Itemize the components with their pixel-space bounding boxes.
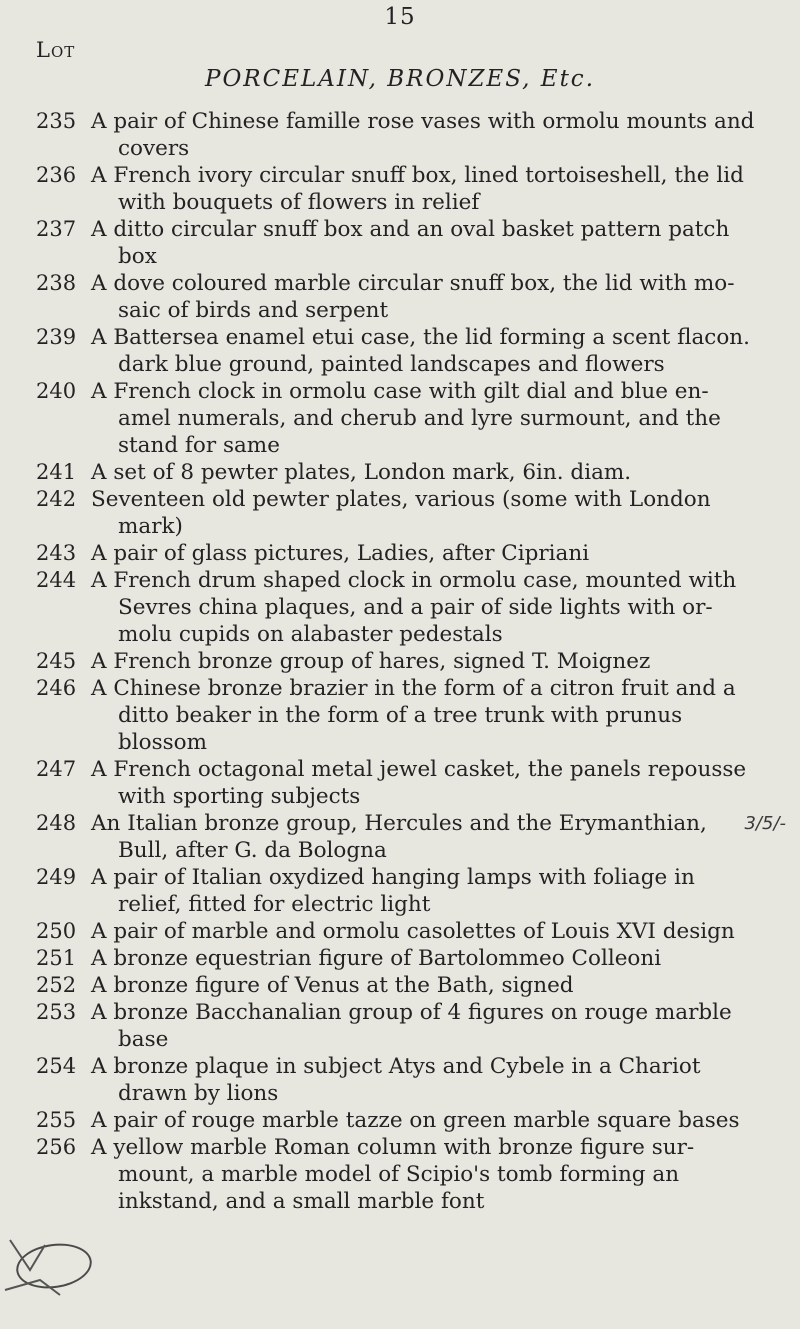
lot-entry [0,1107,800,1134]
lot-description: A Battersea enamel etui case, the lid forming a scent flacon. dark blue ground, painted landscapes and flowers [91,325,750,377]
lot-description: A pair of glass pictures, Ladies, after Cipriani [91,541,590,566]
lot-description: A bronze equestrian figure of Bartolommeo Colleoni [91,946,662,971]
lot-number: 248 [36,811,77,835]
lot-description: A dove coloured marble circular snuff box, the lid with mo-saic of birds and serpent [91,271,735,323]
lot-description: A bronze plaque in subject Atys and Cybele in a Chariot drawn by lions [91,1054,701,1106]
lot-number: 247 [36,757,77,781]
lot-entry [0,540,800,567]
lot-description: A French drum shaped clock in ormolu case, mounted with Sevres china plaques, and a pair of side lights with or-molu cupids on alabaster pedestals [91,568,737,647]
lot-number: 251 [36,946,77,970]
lot-number: 240 [36,379,77,403]
lot-number: 242 [36,487,77,511]
lot-entry [0,918,800,945]
lot-number: 241 [36,460,77,484]
lot-entry [0,1134,800,1215]
lot-number: 238 [36,271,77,295]
lot-number: 249 [36,865,77,889]
lot-entry [0,216,800,270]
lot-description: A French clock in ormolu case with gilt dial and blue en-amel numerals, and cherub and lyre surmount, and the stand for same [91,379,721,458]
lot-entry [0,1053,800,1107]
lot-description: An Italian bronze group, Hercules and the Erymanthian, Bull, after G. da Bologna [91,811,707,863]
page-number: 15 [384,4,416,30]
lot-number: 245 [36,649,77,673]
lot-entry [0,459,800,486]
lot-number: 237 [36,217,77,241]
lot-column-header: Lot [36,38,76,62]
lot-number: 246 [36,676,77,700]
handwritten-doodle [0,1210,90,1320]
lot-description: Seventeen old pewter plates, various (some with London mark) [91,487,711,539]
lot-description: A ditto circular snuff box and an oval basket pattern patch box [91,217,730,269]
lot-number: 254 [36,1054,77,1078]
lot-entry [0,648,800,675]
lot-description: A pair of rouge marble tazze on green marble square bases [91,1108,740,1133]
lot-number: 236 [36,163,77,187]
lot-number: 253 [36,1000,77,1024]
lot-entry [0,864,800,918]
lot-number: 256 [36,1135,77,1159]
lot-entry [0,810,800,864]
lot-number: 250 [36,919,77,943]
lot-entry [0,945,800,972]
lot-description: A pair of Chinese famille rose vases with ormolu mounts and covers [91,109,755,161]
lot-number: 252 [36,973,77,997]
lot-number: 239 [36,325,77,349]
lot-description: A French bronze group of hares, signed T. Moignez [91,649,651,674]
lot-entry [0,972,800,999]
lot-entry [0,567,800,648]
lot-entry [0,324,800,378]
lot-number: 255 [36,1108,77,1132]
lot-number: 235 [36,109,77,133]
lot-list [0,108,800,1215]
lot-entry [0,999,800,1053]
lot-description: A bronze Bacchanalian group of 4 figures on rouge marble base [91,1000,732,1052]
lot-description: A French ivory circular snuff box, lined tortoiseshell, the lid with bouquets of flowers in relief [91,163,744,215]
lot-entry [0,270,800,324]
lot-description: A pair of marble and ormolu casolettes of Louis XVI design [91,919,735,944]
lot-number: 243 [36,541,77,565]
lot-description: A French octagonal metal jewel casket, the panels repousse with sporting subjects [91,757,747,809]
lot-entry [0,675,800,756]
lot-description: A pair of Italian oxydized hanging lamps with foliage in relief, fitted for electric light [91,865,695,917]
handwritten-price-note: 3/5/- [744,813,786,834]
lot-entry [0,756,800,810]
lot-entry [0,162,800,216]
lot-entry [0,486,800,540]
lot-description: A bronze figure of Venus at the Bath, signed [91,973,574,998]
lot-description: A yellow marble Roman column with bronze figure sur-mount, a marble model of Scipio's tomb forming an inkstand, and a small marble font [91,1135,695,1214]
section-title: PORCELAIN, BRONZES, Etc. [204,66,596,92]
lot-entry [0,108,800,162]
lot-entry [0,378,800,459]
lot-description: A Chinese bronze brazier in the form of a citron fruit and a ditto beaker in the form of a tree trunk with prunus blossom [91,676,736,755]
lot-description: A set of 8 pewter plates, London mark, 6in. diam. [91,460,632,485]
lot-number: 244 [36,568,77,592]
